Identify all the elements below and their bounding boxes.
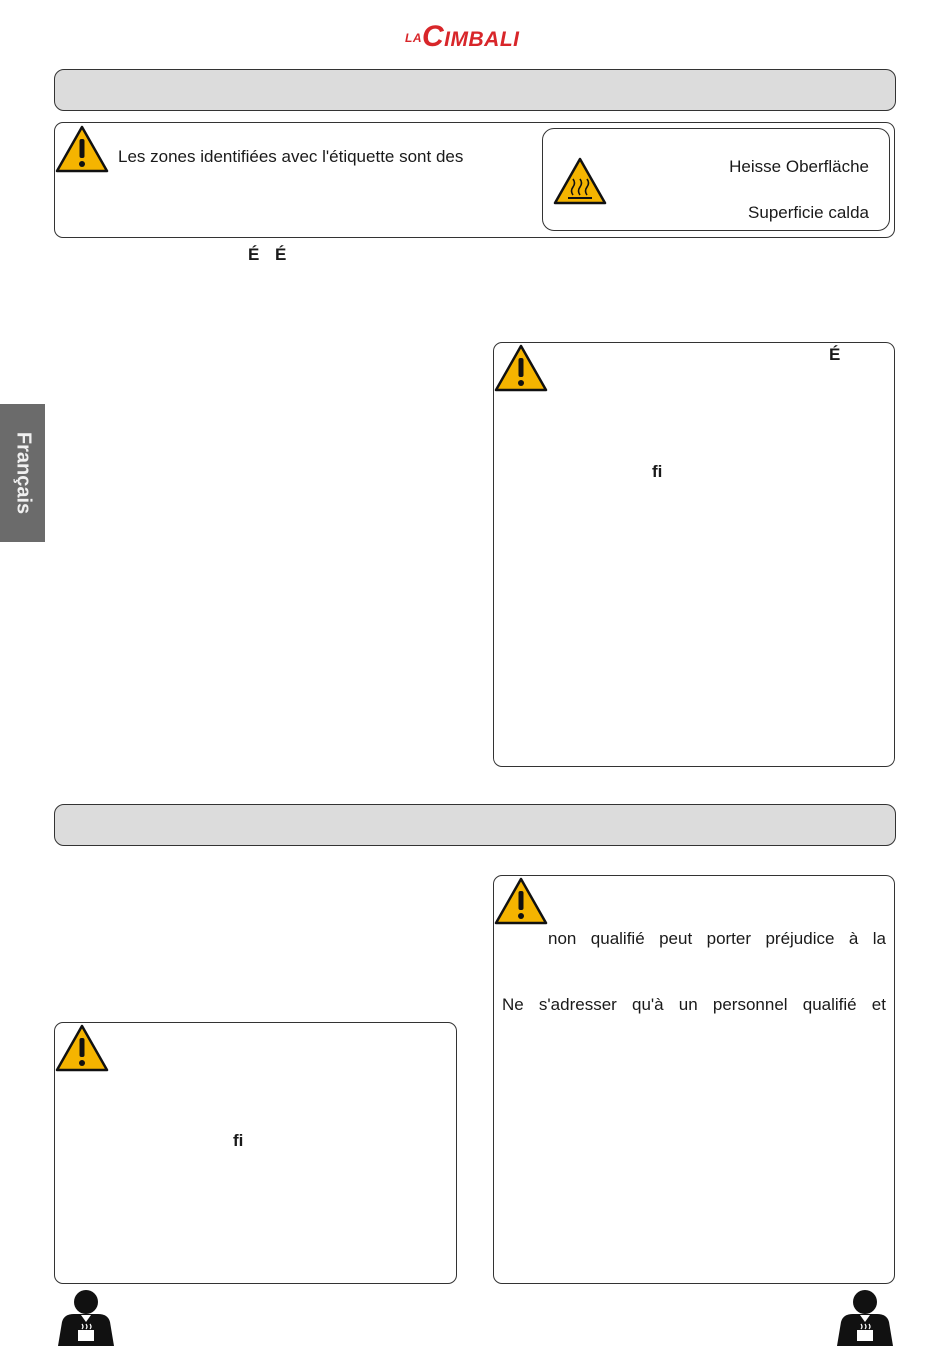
text-fragment: É — [248, 245, 260, 264]
warning-triangle-icon — [494, 877, 548, 925]
warning-triangle-icon — [55, 125, 109, 173]
warning-box-upper-right — [493, 342, 895, 767]
text-fragment: fi — [233, 1131, 244, 1150]
maintenance-warning-line-2: Ne s'adresser qu'à un personnel qualifié et — [502, 995, 886, 1014]
maintenance-warning-line-1: non qualifié peut porter préjudice à la — [548, 929, 886, 948]
language-side-tab — [0, 404, 45, 542]
language-label: Français — [12, 431, 34, 515]
section-header-bar-1 — [54, 69, 896, 111]
text-fragment: fi — [652, 462, 663, 481]
text-fragment: É — [275, 245, 287, 264]
hot-surface-warning-text: Les zones identifiées avec l'étiquette sont des — [118, 147, 464, 166]
warning-triangle-icon — [494, 344, 548, 392]
hot-surface-label-it: Superficie calda — [748, 203, 869, 222]
text-fragment: É — [829, 345, 841, 364]
hot-surface-warning-box — [54, 122, 895, 238]
section-header-bar-2 — [54, 804, 896, 846]
warning-triangle-icon — [55, 1024, 109, 1072]
maintenance-warning-box — [493, 875, 895, 1284]
lacimbali-logo: $^{LA}$CIMBALI — [405, 20, 520, 53]
hot-surface-icon — [553, 157, 607, 205]
hot-surface-label-de: Heisse Oberfläche — [729, 157, 869, 176]
operator-user-icon — [54, 1288, 118, 1346]
operator-user-icon — [833, 1288, 897, 1346]
warning-box-lower-left — [54, 1022, 457, 1284]
hot-surface-label-box — [542, 128, 890, 231]
